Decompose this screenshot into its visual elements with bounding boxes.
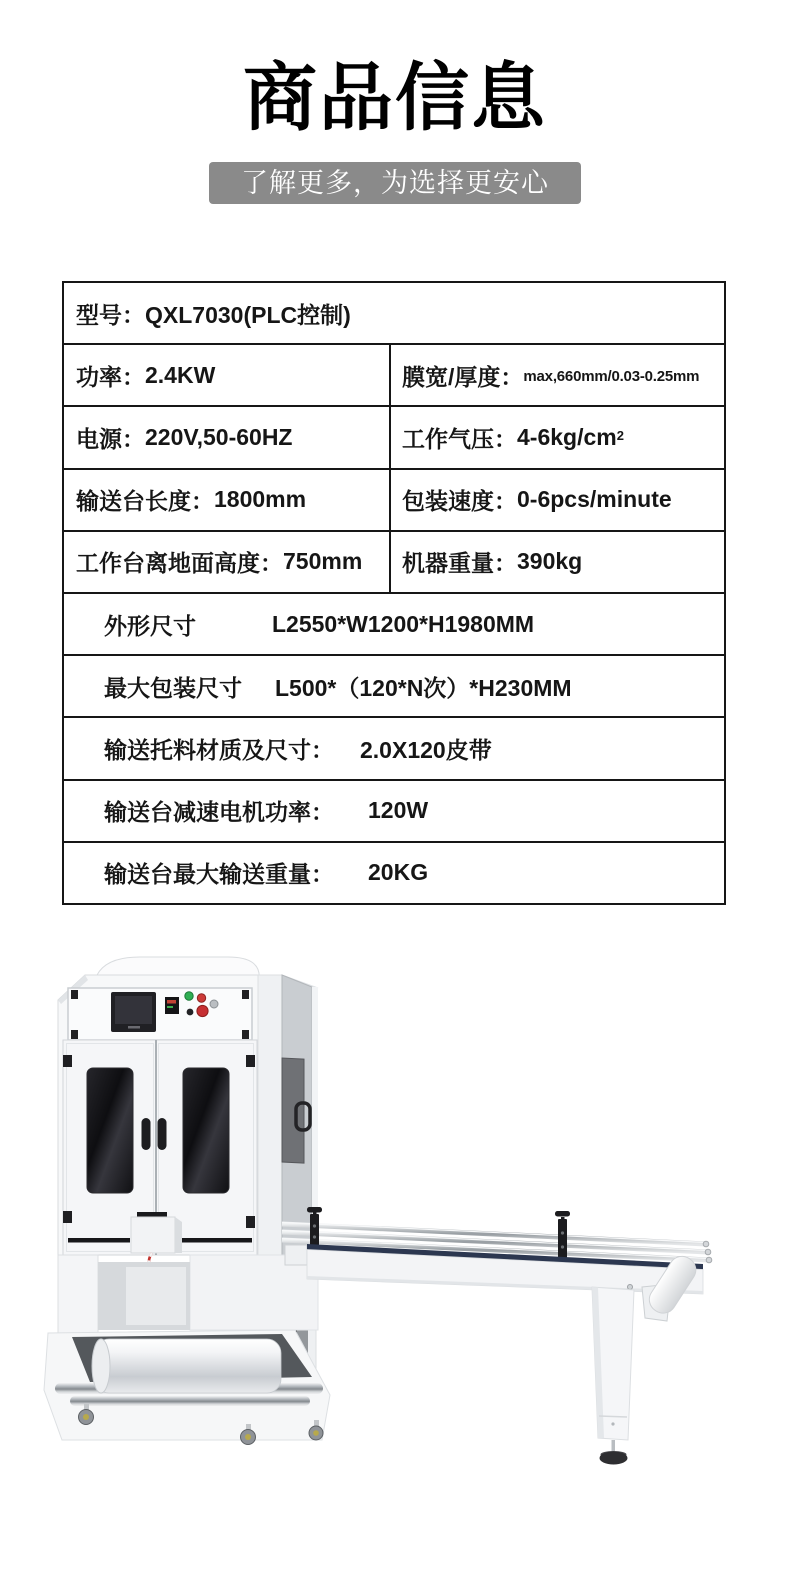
cell-film-width [389,345,724,405]
row-label: 包装速度： [402,488,517,515]
sensor-box [131,1212,182,1253]
subtitle-banner: 了解更多，为选择更安心 [209,162,581,204]
row-value: 4-6kg/cm [517,424,617,450]
table-row-model [64,283,724,343]
row-value: 120W [368,797,429,824]
row-value: 2.0X120皮带 [360,737,492,764]
cell-voltage [64,407,389,467]
door-window-left [87,1068,133,1193]
row-value: 20KG [368,859,429,886]
table-row-conveyor-speed [64,468,724,530]
red-button [197,994,205,1002]
row-label: 输送台长度： [76,488,214,515]
row-label: 功率： [76,363,145,390]
door-handle-right [158,1118,167,1150]
table-row-max-pack-size [64,654,724,716]
row-label: 膜宽/厚度： [402,363,524,390]
temperature-controller [165,997,179,1014]
packaging-machine-illustration [30,935,760,1480]
row-label: 输送托料材质及尺寸： [104,737,334,764]
machine-base [44,1255,330,1445]
row-value: max,660mm/0.03-0.25mm [523,367,700,385]
film-roll [92,1339,281,1393]
product-photo [30,935,760,1480]
side-window [282,1058,304,1163]
emergency-stop-button [197,1005,208,1016]
door-handle-left [142,1118,151,1150]
support-leg [592,1287,634,1465]
cell-pack-speed [389,470,724,530]
film-roller-bar [70,1396,310,1406]
conveyor [282,1207,712,1465]
cell-power [64,345,389,405]
spec-table [62,281,726,905]
touchscreen [111,992,156,1032]
row-value: 1800mm [214,486,307,513]
green-button [185,992,193,1000]
cell-machine-weight [389,532,724,592]
cell-conveyor-length [64,470,389,530]
row-label: 外形尺寸 [104,612,196,639]
table-row-belt-material [64,716,724,778]
superscript: 2 [616,428,624,443]
table-row-power-film [64,343,724,405]
door-window-right [183,1068,229,1193]
row-label: 工作台离地面高度： [76,550,283,577]
row-value: 750mm [283,548,363,575]
page-title: 商品信息 [243,56,547,139]
row-label: 型号： [76,301,145,328]
row-label: 工作气压： [402,426,517,452]
table-row-motor-power [64,779,724,841]
row-value: QXL7030(PLC控制) [145,301,351,328]
row-value: L500*（120*N次）*H230MM [275,674,572,701]
table-row-max-load [64,841,724,903]
table-row-outer-size [64,592,724,654]
row-label: 输送台减速电机功率： [104,799,334,826]
row-label: 最大包装尺寸 [104,674,242,701]
table-row-voltage-air [64,405,724,467]
row-label: 电源： [76,426,145,452]
row-value: 390kg [517,548,583,575]
row-value: 220V,50-60HZ [145,424,293,450]
cell-table-height [64,532,389,592]
control-panel [68,988,252,1040]
black-knob [187,1009,194,1016]
row-label: 机器重量： [402,550,517,577]
row-value: 2.4KW [145,361,216,388]
cell-air-pressure [389,407,724,467]
row-value: L2550*W1200*H1980MM [272,610,535,637]
row-value: 0-6pcs/minute [517,486,672,513]
selector-knob [210,1000,218,1008]
row-label: 输送台最大输送重量： [104,861,334,888]
table-row-height-weight [64,530,724,592]
